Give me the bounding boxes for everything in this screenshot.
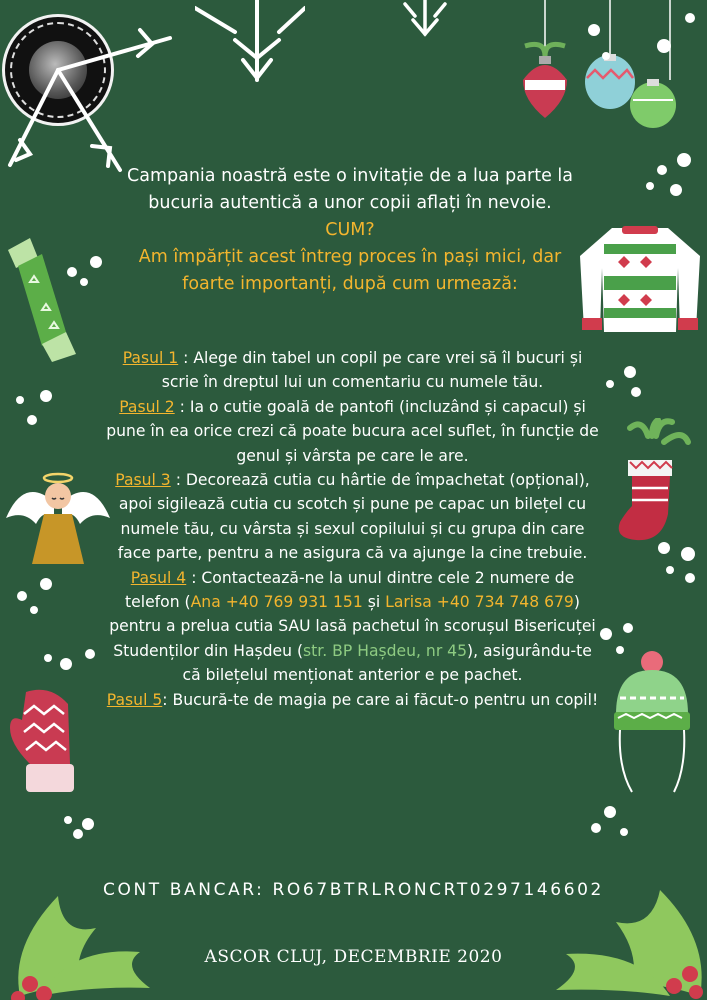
intro-text <box>105 163 595 298</box>
step-label: Pasul 5 <box>106 690 163 709</box>
step-5 <box>105 688 600 712</box>
step-4 <box>105 566 600 688</box>
intro-line: bucuria autentică a unor copii aflați în nevoie. <box>148 193 552 213</box>
step-3 <box>105 468 600 566</box>
question-heading: CUM? <box>325 220 375 240</box>
step-label: Pasul 1 <box>122 349 179 367</box>
bank-account: CONT BANCAR: RO67BTRLRONCRT0297146602 <box>103 880 604 900</box>
step-text: : Ia o cutie goală de pantofi (incluzând și capacul) și pune în ea orice crezi că poate bucura acel suflet, în funcție de genul și vârsta pe care le are. <box>106 397 599 465</box>
intro-line: foarte importanți, după cum urmează: <box>182 274 518 294</box>
step-1 <box>105 346 600 395</box>
step-text: : Decorează cutia cu hârtie de împachetat (opțional), apoi sigilează cutia cu scotch și pune pe capac un bilețel cu numele tău, cu vârsta și sexul copilului și cu grupa din care face parte, pentru a ne asigura că va ajunge la cine trebuie. <box>117 471 590 563</box>
step-2 <box>105 395 600 468</box>
step-text: și <box>362 593 386 612</box>
step-label: Pasul 2 <box>119 397 175 416</box>
contact-phone: Larisa +40 734 748 679 <box>385 593 574 612</box>
step-label: Pasul 4 <box>130 568 187 587</box>
step-text: ), asigurându-te că bilețelul menționat anterior e pe pachet. <box>182 641 592 685</box>
intro-line: Campania noastră este o invitație de a lua parte la <box>127 166 573 186</box>
address: str. BP Hașdeu, nr 45 <box>303 641 468 660</box>
step-label: Pasul 3 <box>115 471 171 490</box>
step-text: ) pentru a prelua cutia SAU lasă pachetul în scorușul Bisericuței Studenților din Hașdeu ( <box>109 593 596 660</box>
steps-list <box>105 346 600 712</box>
step-text: : Alege din tabel un copil pe care vrei să îl bucuri și scrie în dreptul lui un comentariu cu numele tău. <box>161 349 583 392</box>
footer: ASCOR CLUJ, DECEMBRIE 2020 <box>204 947 503 967</box>
contact-phone: Ana +40 769 931 151 <box>190 593 363 612</box>
step-text: : Bucură-te de magia pe care ai făcut-o pentru un copil! <box>162 690 599 709</box>
step-text: : Contactează-ne la unul dintre cele 2 numere de telefon ( <box>125 568 575 612</box>
intro-line: Am împărțit acest întreg proces în pași mici, dar <box>138 247 562 267</box>
